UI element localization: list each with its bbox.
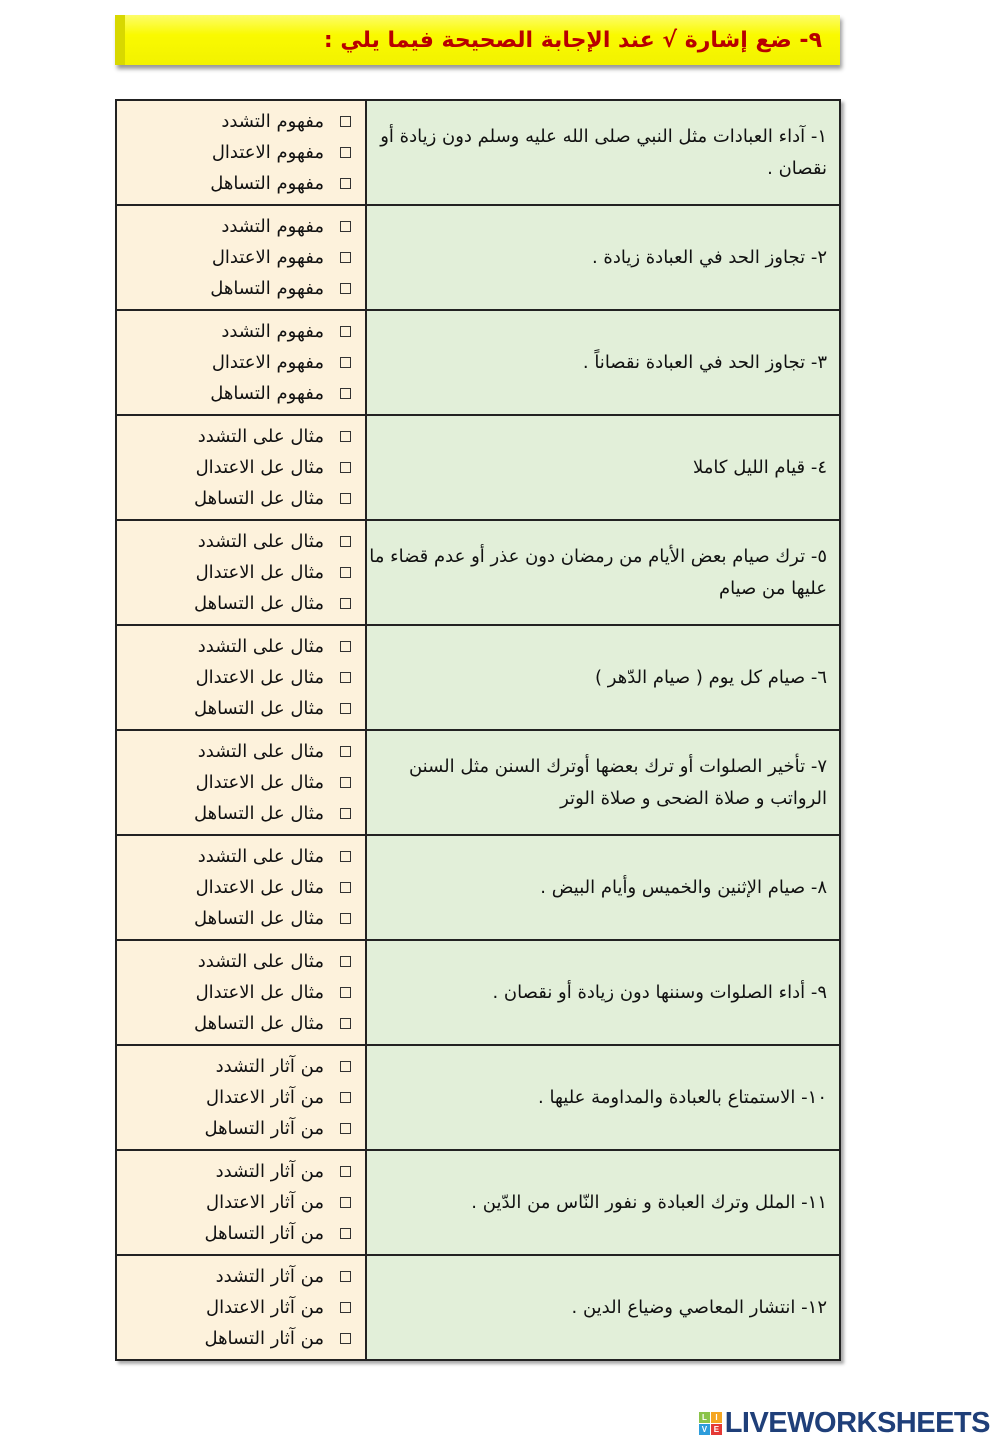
answer-option[interactable] bbox=[117, 1008, 351, 1039]
option-label: من آثار التساهل bbox=[204, 1223, 324, 1244]
answer-option[interactable] bbox=[117, 421, 351, 452]
options-cell bbox=[116, 100, 366, 205]
answer-option[interactable] bbox=[117, 378, 351, 409]
option-label: مثال على التشدد bbox=[197, 636, 324, 657]
options-cell bbox=[116, 1255, 366, 1360]
answer-option[interactable] bbox=[117, 903, 351, 934]
checkbox[interactable] bbox=[340, 388, 351, 399]
question-text: ٩- أداء الصلوات وسننها دون زيادة أو نقصان . bbox=[366, 940, 840, 1045]
checkbox[interactable] bbox=[340, 283, 351, 294]
option-label: مثال عل الاعتدال bbox=[195, 667, 324, 688]
option-label: مثال عل الاعتدال bbox=[195, 772, 324, 793]
question-text: ٨- صيام الإثنين والخميس وأيام البيض . bbox=[366, 835, 840, 940]
option-label: مثال عل الاعتدال bbox=[195, 562, 324, 583]
question-text: ١- آداء العبادات مثل النبي صلى الله عليه وسلم دون زيادة أو نقصان . bbox=[366, 100, 840, 205]
option-label: مثال على التشدد bbox=[197, 741, 324, 762]
option-label: مثال عل التساهل bbox=[193, 1013, 324, 1034]
question-text: ٧- تأخير الصلوات أو ترك بعضها أوترك السنن مثل السنن الرواتب و صلاة الضحى و صلاة الوتر bbox=[366, 730, 840, 835]
option-label: من آثار التشدد bbox=[215, 1266, 324, 1287]
option-label: مفهوم التساهل bbox=[210, 278, 324, 299]
answer-option[interactable] bbox=[117, 347, 351, 378]
instruction-banner: ٩- ضع إشارة √ عند الإجابة الصحيحة فيما يلي : bbox=[115, 15, 840, 65]
option-label: من آثار الاعتدال bbox=[206, 1192, 324, 1213]
worksheet-table bbox=[115, 99, 841, 1361]
answer-option[interactable] bbox=[117, 1187, 351, 1218]
option-label: مفهوم الاعتدال bbox=[211, 352, 324, 373]
checkbox[interactable] bbox=[340, 357, 351, 368]
answer-option[interactable] bbox=[117, 452, 351, 483]
option-label: مثال عل التساهل bbox=[193, 593, 324, 614]
question-row bbox=[116, 310, 840, 415]
checkbox[interactable] bbox=[340, 746, 351, 757]
option-label: مفهوم التساهل bbox=[210, 173, 324, 194]
checkbox[interactable] bbox=[340, 851, 351, 862]
question-text: ٦- صيام كل يوم ( صيام الدّهر ) bbox=[366, 625, 840, 730]
checkbox[interactable] bbox=[340, 431, 351, 442]
checkbox[interactable] bbox=[340, 882, 351, 893]
checkbox[interactable] bbox=[340, 462, 351, 473]
answer-option[interactable] bbox=[117, 273, 351, 304]
question-text: ١١- الملل وترك العبادة و نفور النّاس من الدّين . bbox=[366, 1150, 840, 1255]
answer-option[interactable] bbox=[117, 1156, 351, 1187]
options-cell bbox=[116, 940, 366, 1045]
answer-option[interactable] bbox=[117, 137, 351, 168]
question-text: ٥- ترك صيام بعض الأيام من رمضان دون عذر أو عدم قضاء ما عليها من صيام bbox=[366, 520, 840, 625]
checkbox[interactable] bbox=[340, 1333, 351, 1344]
answer-option[interactable] bbox=[117, 316, 351, 347]
answer-option[interactable] bbox=[117, 211, 351, 242]
answer-option[interactable] bbox=[117, 1082, 351, 1113]
answer-option[interactable] bbox=[117, 736, 351, 767]
option-label: من آثار التساهل bbox=[204, 1328, 324, 1349]
checkbox[interactable] bbox=[340, 777, 351, 788]
question-row bbox=[116, 625, 840, 730]
logo-tiles-icon: L I V E bbox=[699, 1412, 722, 1435]
answer-option[interactable] bbox=[117, 662, 351, 693]
checkbox[interactable] bbox=[340, 326, 351, 337]
option-label: مثال عل التساهل bbox=[193, 803, 324, 824]
option-label: من آثار الاعتدال bbox=[206, 1087, 324, 1108]
answer-option[interactable] bbox=[117, 588, 351, 619]
option-label: من آثار الاعتدال bbox=[206, 1297, 324, 1318]
option-label: مثال على التشدد bbox=[197, 531, 324, 552]
question-row bbox=[116, 415, 840, 520]
question-row bbox=[116, 835, 840, 940]
checkbox[interactable] bbox=[340, 1228, 351, 1239]
options-cell bbox=[116, 1150, 366, 1255]
question-text: ٢- تجاوز الحد في العبادة زيادة . bbox=[366, 205, 840, 310]
answer-option[interactable] bbox=[117, 841, 351, 872]
answer-option[interactable] bbox=[117, 1261, 351, 1292]
answer-option[interactable] bbox=[117, 1218, 351, 1249]
checkbox[interactable] bbox=[340, 252, 351, 263]
option-label: مفهوم الاعتدال bbox=[211, 142, 324, 163]
question-text: ٤- قيام الليل كاملا bbox=[366, 415, 840, 520]
question-row bbox=[116, 1150, 840, 1255]
checkbox[interactable] bbox=[340, 913, 351, 924]
answer-option[interactable] bbox=[117, 631, 351, 662]
options-cell bbox=[116, 835, 366, 940]
option-label: مفهوم التشدد bbox=[221, 111, 324, 132]
answer-option[interactable] bbox=[117, 242, 351, 273]
answer-option[interactable] bbox=[117, 1292, 351, 1323]
checkbox[interactable] bbox=[340, 598, 351, 609]
options-cell bbox=[116, 415, 366, 520]
option-label: مثال على التشدد bbox=[197, 426, 324, 447]
answer-option[interactable] bbox=[117, 557, 351, 588]
answer-option[interactable] bbox=[117, 526, 351, 557]
answer-option[interactable] bbox=[117, 1113, 351, 1144]
checkbox[interactable] bbox=[340, 221, 351, 232]
checkbox[interactable] bbox=[340, 116, 351, 127]
checkbox[interactable] bbox=[340, 1092, 351, 1103]
option-label: مثال عل الاعتدال bbox=[195, 877, 324, 898]
checkbox[interactable] bbox=[340, 536, 351, 547]
option-label: من آثار التساهل bbox=[204, 1118, 324, 1139]
checkbox[interactable] bbox=[340, 1123, 351, 1134]
option-label: مثال عل الاعتدال bbox=[195, 982, 324, 1003]
option-label: مثال عل التساهل bbox=[193, 908, 324, 929]
logo-text: LIVEWORKSHEETS bbox=[724, 1407, 990, 1439]
option-label: مفهوم التشدد bbox=[221, 321, 324, 342]
option-label: مفهوم التساهل bbox=[210, 383, 324, 404]
answer-option[interactable] bbox=[117, 767, 351, 798]
checkbox[interactable] bbox=[340, 672, 351, 683]
question-row bbox=[116, 1255, 840, 1360]
option-label: مفهوم التشدد bbox=[221, 216, 324, 237]
checkbox[interactable] bbox=[340, 1197, 351, 1208]
checkbox[interactable] bbox=[340, 1302, 351, 1313]
question-row bbox=[116, 520, 840, 625]
checkbox[interactable] bbox=[340, 987, 351, 998]
checkbox[interactable] bbox=[340, 1271, 351, 1282]
option-label: مثال عل التساهل bbox=[193, 488, 324, 509]
answer-option[interactable] bbox=[117, 977, 351, 1008]
answer-option[interactable] bbox=[117, 693, 351, 724]
checkbox[interactable] bbox=[340, 1018, 351, 1029]
answer-option[interactable] bbox=[117, 106, 351, 137]
checkbox[interactable] bbox=[340, 703, 351, 714]
checkbox[interactable] bbox=[340, 1166, 351, 1177]
options-cell bbox=[116, 205, 366, 310]
option-label: من آثار التشدد bbox=[215, 1056, 324, 1077]
answer-option[interactable] bbox=[117, 946, 351, 977]
checkbox[interactable] bbox=[340, 493, 351, 504]
checkbox[interactable] bbox=[340, 641, 351, 652]
question-text: ٣- تجاوز الحد في العبادة نقصاناً . bbox=[366, 310, 840, 415]
options-cell bbox=[116, 625, 366, 730]
question-row bbox=[116, 1045, 840, 1150]
checkbox[interactable] bbox=[340, 178, 351, 189]
question-row bbox=[116, 730, 840, 835]
answer-option[interactable] bbox=[117, 872, 351, 903]
option-label: مثال على التشدد bbox=[197, 951, 324, 972]
answer-option[interactable] bbox=[117, 1051, 351, 1082]
options-cell bbox=[116, 310, 366, 415]
checkbox[interactable] bbox=[340, 1061, 351, 1072]
option-label: مفهوم الاعتدال bbox=[211, 247, 324, 268]
options-cell bbox=[116, 730, 366, 835]
option-label: مثال عل الاعتدال bbox=[195, 457, 324, 478]
answer-option[interactable] bbox=[117, 483, 351, 514]
question-row bbox=[116, 205, 840, 310]
liveworksheets-logo bbox=[699, 1407, 990, 1440]
checkbox[interactable] bbox=[340, 567, 351, 578]
option-label: مثال على التشدد bbox=[197, 846, 324, 867]
answer-option[interactable] bbox=[117, 168, 351, 199]
answer-option[interactable] bbox=[117, 1323, 351, 1354]
question-text: ١٢- انتشار المعاصي وضياع الدين . bbox=[366, 1255, 840, 1360]
checkbox[interactable] bbox=[340, 147, 351, 158]
question-row bbox=[116, 100, 840, 205]
question-text: ١٠- الاستمتاع بالعبادة والمداومة عليها . bbox=[366, 1045, 840, 1150]
checkbox[interactable] bbox=[340, 808, 351, 819]
question-row bbox=[116, 940, 840, 1045]
option-label: مثال عل التساهل bbox=[193, 698, 324, 719]
options-cell bbox=[116, 1045, 366, 1150]
option-label: من آثار التشدد bbox=[215, 1161, 324, 1182]
answer-option[interactable] bbox=[117, 798, 351, 829]
checkbox[interactable] bbox=[340, 956, 351, 967]
options-cell bbox=[116, 520, 366, 625]
